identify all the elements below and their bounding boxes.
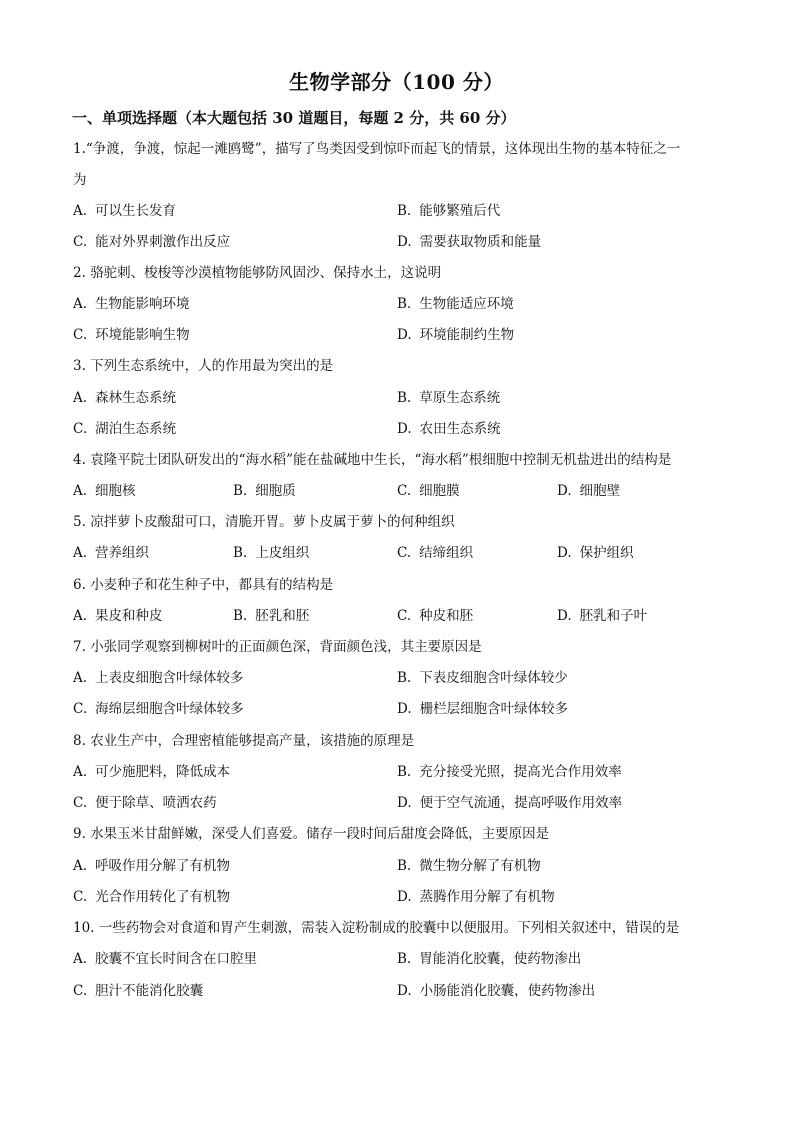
question-8-option-a: A. 可少施肥料，降低成本	[73, 764, 231, 780]
question-3-option-a: A. 森林生态系统	[73, 390, 177, 406]
question-8-option-d: D. 便于空气流通，提高呼吸作用效率	[397, 795, 623, 811]
question-2-option-c: C. 环境能影响生物	[73, 327, 190, 343]
question-7-stem: 7. 小张同学观察到柳树叶的正面颜色深，背面颜色浅，其主要原因是	[73, 639, 482, 655]
question-7-option-b: B. 下表皮细胞含叶绿体较少	[397, 670, 568, 686]
question-3-option-c: C. 湖泊生态系统	[73, 421, 177, 437]
question-10-option-a: A. 胶囊不宜长时间含在口腔里	[73, 951, 258, 967]
question-4-stem: 4. 袁隆平院士团队研发出的“海水稻”能在盐碱地中生长，“海水稻”根细胞中控制无机盐进出的结构是	[73, 452, 672, 468]
question-9-option-b: B. 微生物分解了有机物	[397, 858, 541, 874]
question-10-option-b: B. 胃能消化胶囊，使药物渗出	[397, 951, 582, 967]
question-1-stem: 1.“争渡，争渡，惊起一滩鸥鹭”，描写了鸟类因受到惊吓而起飞的情景，这体现出生物的基本特征之一	[73, 141, 681, 157]
question-7-option-d: D. 栅栏层细胞含叶绿体较多	[397, 701, 569, 717]
question-10-stem: 10. 一些药物会对食道和胃产生刺激，需装入淀粉制成的胶囊中以便服用。下列相关叙述中，错误的是	[73, 920, 680, 936]
question-4-option-a: A. 细胞核	[73, 483, 136, 499]
question-7-option-c: C. 海绵层细胞含叶绿体较多	[73, 701, 244, 717]
question-7-option-a: A. 上表皮细胞含叶绿体较多	[73, 670, 244, 686]
page-title: 生物学部分（100 分）	[289, 70, 504, 94]
question-9-stem: 9. 水果玉米甘甜鲜嫩，深受人们喜爱。储存一段时间后甜度会降低，主要原因是	[73, 826, 550, 842]
question-10-option-d: D. 小肠能消化胶囊，使药物渗出	[397, 983, 596, 999]
question-2-stem: 2. 骆驼刺、梭梭等沙漠植物能够防风固沙、保持水土，这说明	[73, 265, 442, 281]
question-2-option-b: B. 生物能适应环境	[397, 296, 514, 312]
question-8-option-c: C. 便于除草、喷洒农药	[73, 795, 217, 811]
question-6-option-c: C. 种皮和胚	[397, 608, 474, 624]
question-3-stem: 3. 下列生态系统中，人的作用最为突出的是	[73, 358, 334, 374]
question-9-option-c: C. 光合作用转化了有机物	[73, 889, 231, 905]
question-1-option-d: D. 需要获取物质和能量	[397, 234, 542, 250]
question-5-option-a: A. 营养组织	[73, 545, 150, 561]
question-2-option-a: A. 生物能影响环境	[73, 296, 190, 312]
question-9-option-d: D. 蒸腾作用分解了有机物	[397, 889, 555, 905]
question-8-option-b: B. 充分接受光照，提高光合作用效率	[397, 764, 622, 780]
question-9-option-a: A. 呼吸作用分解了有机物	[73, 858, 231, 874]
question-6-option-a: A. 果皮和种皮	[73, 608, 163, 624]
question-6-option-b: B. 胚乳和胚	[233, 608, 310, 624]
section-heading: 一、单项选择题（本大题包括 30 道题目，每题 2 分，共 60 分）	[72, 109, 516, 127]
question-5-stem: 5. 凉拌萝卜皮酸甜可口，清脆开胃。萝卜皮属于萝卜的何种组织	[73, 514, 455, 530]
question-4-option-d: D. 细胞壁	[557, 483, 621, 499]
question-5-option-c: C. 结缔组织	[397, 545, 474, 561]
question-1-option-a: A. 可以生长发育	[73, 203, 177, 219]
question-4-option-b: B. 细胞质	[233, 483, 296, 499]
question-3-option-d: D. 农田生态系统	[397, 421, 501, 437]
question-3-option-b: B. 草原生态系统	[397, 390, 501, 406]
question-5-option-b: B. 上皮组织	[233, 545, 310, 561]
question-1-option-c: C. 能对外界刺激作出反应	[73, 234, 231, 250]
question-10-option-c: C. 胆汁不能消化胶囊	[73, 983, 204, 999]
question-1-stem-cont: 为	[73, 172, 87, 188]
question-5-option-d: D. 保护组织	[557, 545, 634, 561]
question-6-option-d: D. 胚乳和子叶	[557, 608, 648, 624]
question-1-option-b: B. 能够繁殖后代	[397, 203, 501, 219]
question-4-option-c: C. 细胞膜	[397, 483, 460, 499]
question-8-stem: 8. 农业生产中，合理密植能够提高产量，该措施的原理是	[73, 733, 415, 749]
question-2-option-d: D. 环境能制约生物	[397, 327, 515, 343]
question-6-stem: 6. 小麦种子和花生种子中，都具有的结构是	[73, 577, 334, 593]
